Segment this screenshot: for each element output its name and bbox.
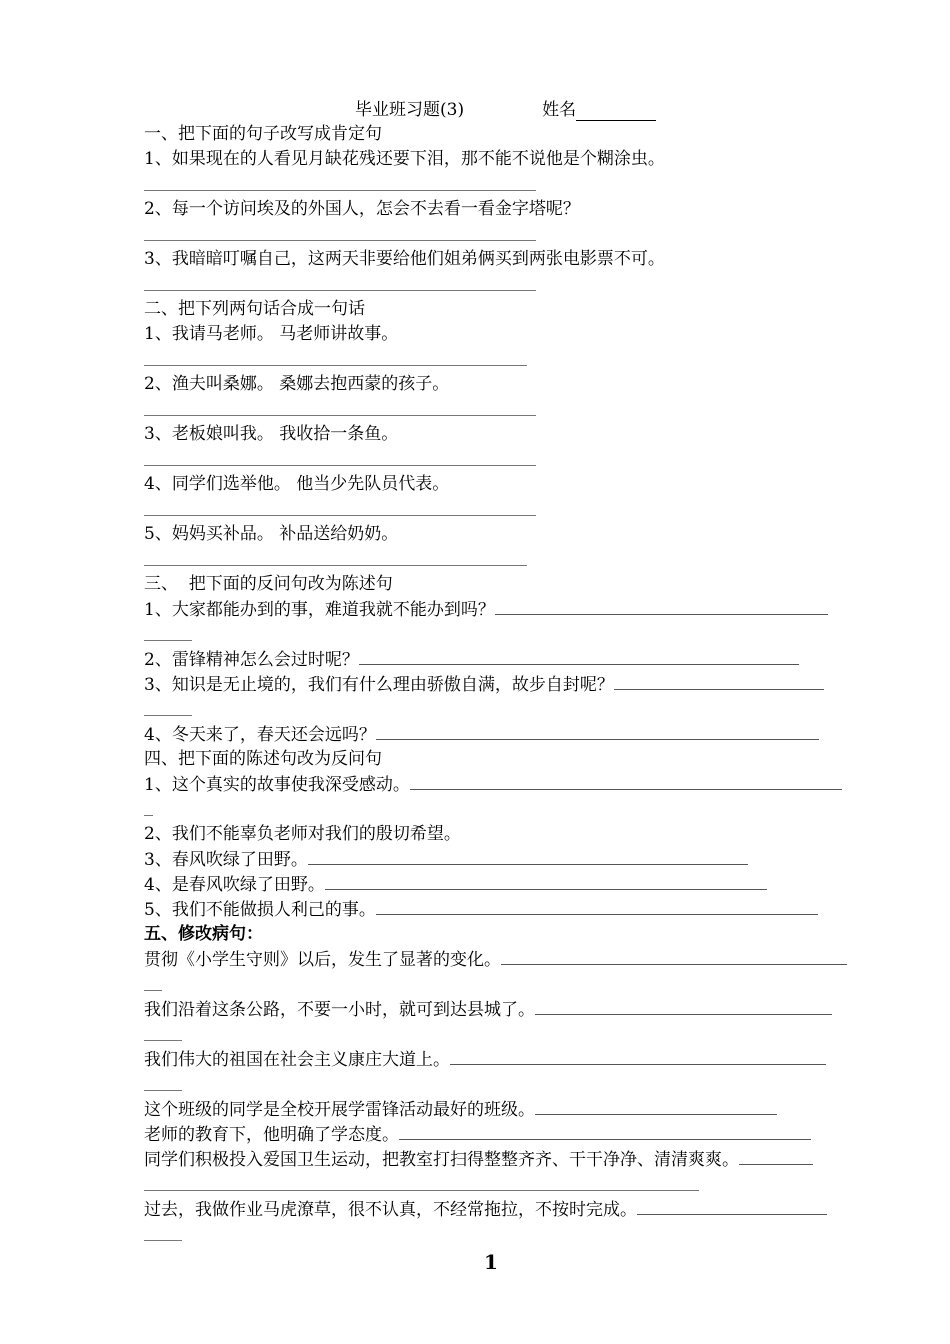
answer-blank[interactable] — [501, 947, 847, 965]
s4-question-1: 1、这个真实的故事使我深受感动。 — [144, 772, 860, 797]
answer-blank[interactable] — [614, 672, 824, 690]
answer-blank[interactable] — [637, 1197, 827, 1215]
answer-line[interactable] — [144, 222, 860, 247]
s1-question-2: 2、每一个访问埃及的外国人，怎会不去看一看金字塔呢？ — [144, 199, 580, 219]
answer-line-continuation[interactable] — [144, 797, 860, 822]
s5-question-4: 这个班级的同学是全校开展学雷锋活动最好的班级。 — [144, 1097, 860, 1122]
answer-line-continuation[interactable] — [144, 622, 860, 647]
answer-blank[interactable] — [535, 1097, 777, 1115]
answer-blank[interactable] — [376, 897, 818, 915]
title-text: 毕业班习题(3) — [355, 100, 465, 120]
s3-question-1: 1、大家都能办到的事，难道我就不能办到吗？ — [144, 597, 860, 622]
answer-line[interactable] — [144, 347, 860, 372]
s2-question-5: 5、妈妈买补品。 补品送给奶奶。 — [144, 524, 399, 544]
s2-question-1: 1、我请马老师。 马老师讲故事。 — [144, 324, 399, 344]
answer-line[interactable] — [144, 547, 860, 572]
s2-question-4: 4、同学们选举他。 他当少先队员代表。 — [144, 474, 450, 494]
answer-blank[interactable] — [739, 1147, 813, 1165]
s3-question-2: 2、雷锋精神怎么会过时呢？ — [144, 647, 860, 672]
answer-blank[interactable] — [535, 997, 832, 1015]
s5-question-7: 过去，我做作业马虎潦草，很不认真，不经常拖拉，不按时完成。 — [144, 1197, 860, 1222]
name-label: 姓名 — [542, 100, 577, 120]
worksheet-content — [144, 122, 860, 1247]
answer-blank[interactable] — [376, 722, 819, 740]
section-3-heading: 三、 把下面的反问句改为陈述句 — [144, 574, 393, 594]
answer-line-continuation[interactable] — [144, 1172, 860, 1197]
answer-blank[interactable] — [450, 1047, 826, 1065]
answer-blank[interactable] — [495, 597, 828, 615]
worksheet-title — [355, 99, 656, 121]
answer-blank[interactable] — [410, 772, 842, 790]
section-4-heading: 四、把下面的陈述句改为反问句 — [144, 749, 382, 769]
answer-line[interactable] — [144, 497, 860, 522]
s3-question-4: 4、冬天来了，春天还会远吗？ — [144, 722, 860, 747]
answer-line[interactable] — [144, 172, 860, 197]
answer-line[interactable] — [144, 447, 860, 472]
section-5-heading: 五、修改病句： — [144, 924, 263, 944]
s5-question-6: 同学们积极投入爱国卫生运动，把教室打扫得整整齐齐、干干净净、清清爽爽。 — [144, 1147, 860, 1172]
answer-blank[interactable] — [399, 1122, 811, 1140]
answer-blank[interactable] — [359, 647, 799, 665]
name-blank[interactable] — [576, 104, 656, 121]
answer-blank[interactable] — [308, 847, 748, 865]
answer-line[interactable] — [144, 272, 860, 297]
answer-blank[interactable] — [325, 872, 767, 890]
section-1-heading: 一、把下面的句子改写成肯定句 — [144, 124, 382, 144]
answer-line-continuation[interactable] — [144, 1072, 860, 1097]
s4-question-2: 2、我们不能辜负老师对我们的殷切希望。 — [144, 824, 461, 844]
s5-question-5: 老师的教育下，他明确了学态度。 — [144, 1122, 860, 1147]
s3-question-3: 3、知识是无止境的，我们有什么理由骄傲自满，故步自封呢？ — [144, 672, 860, 697]
s5-question-3: 我们伟大的祖国在社会主义康庄大道上。 — [144, 1047, 860, 1072]
s5-question-1: 贯彻《小学生守则》以后，发生了显著的变化。 — [144, 947, 860, 972]
page-number: 1 — [484, 1250, 498, 1274]
answer-line-continuation[interactable] — [144, 697, 860, 722]
answer-line-continuation[interactable] — [144, 1222, 860, 1247]
s4-question-5: 5、我们不能做损人利己的事。 — [144, 897, 860, 922]
s1-question-3: 3、我暗暗叮嘱自己，这两天非要给他们姐弟俩买到两张电影票不可。 — [144, 249, 665, 269]
answer-line-continuation[interactable] — [144, 1022, 860, 1047]
s5-question-2: 我们沿着这条公路，不要一小时，就可到达县城了。 — [144, 997, 860, 1022]
answer-line[interactable] — [144, 397, 860, 422]
s2-question-3: 3、老板娘叫我。 我收拾一条鱼。 — [144, 424, 399, 444]
s1-question-1: 1、如果现在的人看见月缺花残还要下泪，那不能不说他是个糊涂虫。 — [144, 149, 665, 169]
section-2-heading: 二、把下列两句话合成一句话 — [144, 299, 365, 319]
s4-question-3: 3、春风吹绿了田野。 — [144, 847, 860, 872]
answer-line-continuation[interactable] — [144, 972, 860, 997]
s2-question-2: 2、渔夫叫桑娜。 桑娜去抱西蒙的孩子。 — [144, 374, 450, 394]
s4-question-4: 4、是春风吹绿了田野。 — [144, 872, 860, 897]
